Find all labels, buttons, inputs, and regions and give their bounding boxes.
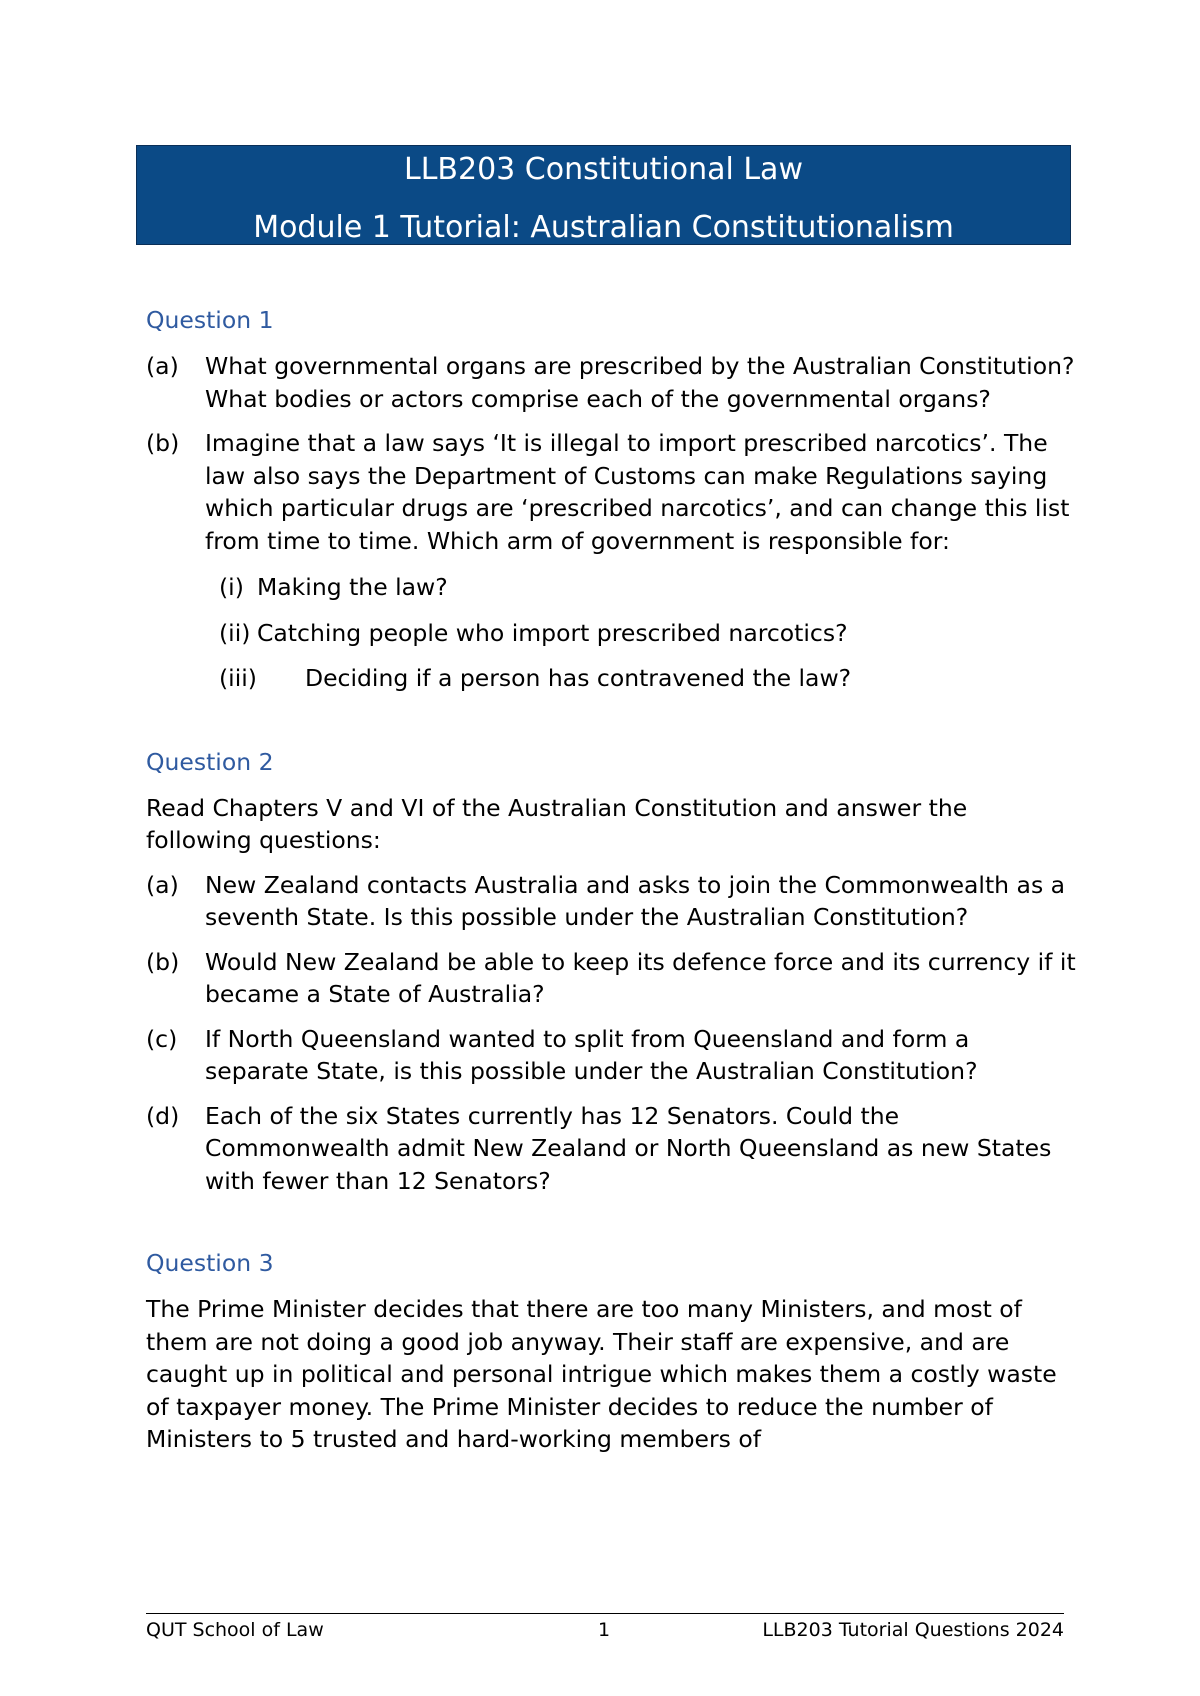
item-label: (a) xyxy=(146,352,179,380)
footer-divider xyxy=(146,1613,1064,1614)
item-text: Would New Zealand be able to keep its defence force and its currency if it became a State of Australia? xyxy=(205,947,1076,1008)
module-title: Module 1 Tutorial: Australian Constitutionalism xyxy=(253,210,954,245)
question-1b-i xyxy=(219,571,1076,604)
question-1b-ii xyxy=(219,617,1076,650)
sub-item-label: (i) xyxy=(219,573,244,601)
sub-item-text: Making the law? xyxy=(257,573,448,601)
title-banner xyxy=(136,145,1071,245)
item-text: If North Queensland wanted to split from Queensland and form a separate State, is this possible under the Australian Constitution? xyxy=(205,1024,978,1085)
question-2a xyxy=(146,869,1076,934)
question-1-heading: Question 1 xyxy=(146,306,274,334)
sub-item-label: (ii) xyxy=(219,618,251,647)
sub-item-text: Deciding if a person has contravened the law? xyxy=(305,664,852,692)
course-title: LLB203 Constitutional Law xyxy=(404,152,803,187)
section-spacer xyxy=(146,708,1076,746)
sub-item-text: Catching people who import prescribed narcotics? xyxy=(257,618,848,647)
document-body xyxy=(146,304,1076,1468)
question-1b-iii xyxy=(219,662,1076,695)
question-3-text: The Prime Minister decides that there are too many Ministers, and most of them are not doing a good job anyway. Their staff are expensive, and are caught up in political and personal intrigue which makes them a costly waste of taxpayer money. The Prime Minister decides to reduce the number of Ministers to 5 trusted and hard-working members of xyxy=(146,1295,1057,1453)
sub-item-label: (iii) xyxy=(219,664,257,692)
item-text: Each of the six States currently has 12 Senators. Could the Commonwealth admit New Zealand or North Queensland as new States with fewer than 12 Senators? xyxy=(205,1101,1052,1195)
item-label: (a) xyxy=(146,870,179,899)
question-2d xyxy=(146,1100,1076,1198)
footer-school: QUT School of Law xyxy=(146,1619,324,1641)
question-1b xyxy=(146,427,1076,557)
page-number: 1 xyxy=(598,1619,611,1641)
item-label: (d) xyxy=(146,1101,180,1130)
section-spacer xyxy=(146,1209,1076,1247)
item-label: (c) xyxy=(146,1024,178,1053)
question-2-intro: Read Chapters V and VI of the Australian Constitution and answer the following questions: xyxy=(146,793,968,854)
question-2b xyxy=(146,946,1076,1011)
question-3-heading: Question 3 xyxy=(146,1249,274,1277)
item-label: (b) xyxy=(146,947,180,976)
item-text: Imagine that a law says ‘It is illegal to import prescribed narcotics’. The law also says the Department of Customs can make Regulations saying which particular drugs are ‘prescribed narcotics’, and can change this list from time to time. Which arm of government is responsible for: xyxy=(205,429,1070,555)
question-2-heading: Question 2 xyxy=(146,747,274,776)
item-text: New Zealand contacts Australia and asks to join the Commonwealth as a seventh State. Is this possible under the Australian Constitution? xyxy=(205,870,1066,931)
question-2c xyxy=(146,1023,1076,1088)
item-text: What governmental organs are prescribed by the Australian Constitution? What bodies or actors comprise each of the governmental organs? xyxy=(205,352,1075,413)
question-1a xyxy=(146,350,1076,415)
footer-document-title: LLB203 Tutorial Questions 2024 xyxy=(762,1619,1064,1641)
item-label: (b) xyxy=(146,429,180,457)
